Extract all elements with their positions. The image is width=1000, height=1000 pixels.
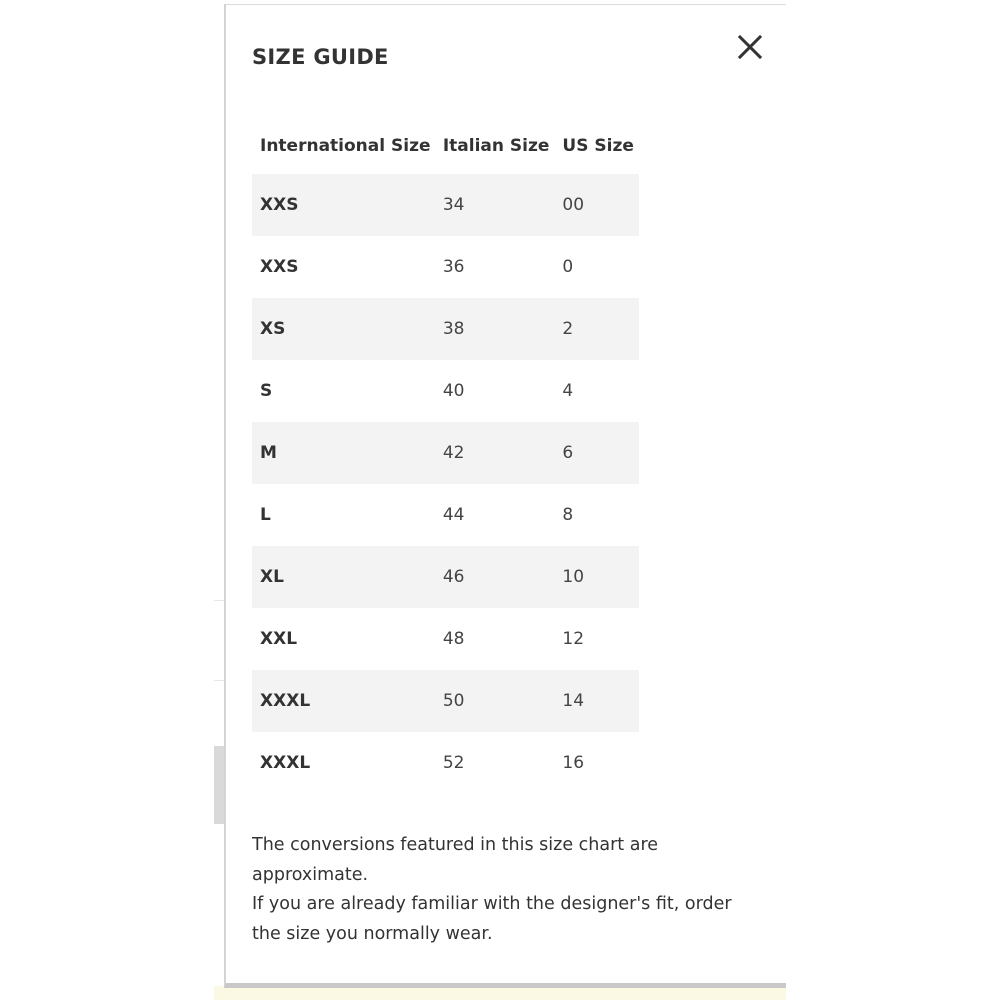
table-row xyxy=(252,732,639,794)
table-row xyxy=(252,670,639,732)
conversion-note xyxy=(252,831,762,949)
cell-international-size: XL xyxy=(252,546,435,608)
background-block xyxy=(214,746,224,824)
table-header-row xyxy=(252,117,639,174)
cell-us-size: 12 xyxy=(562,629,585,649)
cell-us-size: 00 xyxy=(554,174,639,236)
cell-us-size: 6 xyxy=(554,422,639,484)
cell-international-size: XXS xyxy=(260,257,299,277)
cell-international-size: XXL xyxy=(260,629,298,649)
cell-italian-size: 52 xyxy=(442,753,465,773)
table-row xyxy=(252,360,639,422)
close-button[interactable] xyxy=(732,29,768,65)
close-icon xyxy=(732,29,768,65)
header-italian-size: Italian Size xyxy=(442,135,550,156)
cell-us-size: 0 xyxy=(562,257,574,277)
cell-international-size: M xyxy=(252,422,435,484)
size-table xyxy=(252,117,639,794)
cell-us-size: 14 xyxy=(554,670,639,732)
table-row xyxy=(252,236,639,298)
cell-us-size: 8 xyxy=(562,505,574,525)
cell-us-size: 4 xyxy=(562,381,574,401)
background-strip xyxy=(214,986,786,1000)
table-row xyxy=(252,546,639,608)
table-row xyxy=(252,484,639,546)
cell-international-size: XXXL xyxy=(252,670,435,732)
modal-title: SIZE GUIDE xyxy=(252,45,389,69)
size-guide-modal xyxy=(224,4,786,988)
cell-italian-size: 44 xyxy=(442,505,465,525)
table-row xyxy=(252,422,639,484)
cell-italian-size: 34 xyxy=(435,174,555,236)
background-divider xyxy=(214,600,224,601)
cell-italian-size: 46 xyxy=(435,546,555,608)
cell-us-size: 16 xyxy=(562,753,585,773)
background-divider xyxy=(214,680,224,681)
note-approximate: The conversions featured in this size chart are approximate. xyxy=(252,835,659,885)
cell-italian-size: 38 xyxy=(435,298,555,360)
cell-international-size: XS xyxy=(252,298,435,360)
cell-international-size: XXXL xyxy=(260,753,311,773)
cell-us-size: 10 xyxy=(554,546,639,608)
cell-international-size: S xyxy=(260,381,273,401)
cell-italian-size: 40 xyxy=(442,381,465,401)
cell-italian-size: 50 xyxy=(435,670,555,732)
cell-international-size: XXS xyxy=(252,174,435,236)
cell-italian-size: 48 xyxy=(442,629,465,649)
table-row xyxy=(252,608,639,670)
cell-italian-size: 36 xyxy=(442,257,465,277)
table-row xyxy=(252,174,639,236)
cell-italian-size: 42 xyxy=(435,422,555,484)
note-fit-advice: If you are already familiar with the designer's fit, order the size you normally wear. xyxy=(252,894,732,944)
cell-us-size: 2 xyxy=(554,298,639,360)
cell-international-size: L xyxy=(260,505,271,525)
header-international-size: International Size xyxy=(260,135,431,156)
header-us-size: US Size xyxy=(562,135,634,156)
table-row xyxy=(252,298,639,360)
